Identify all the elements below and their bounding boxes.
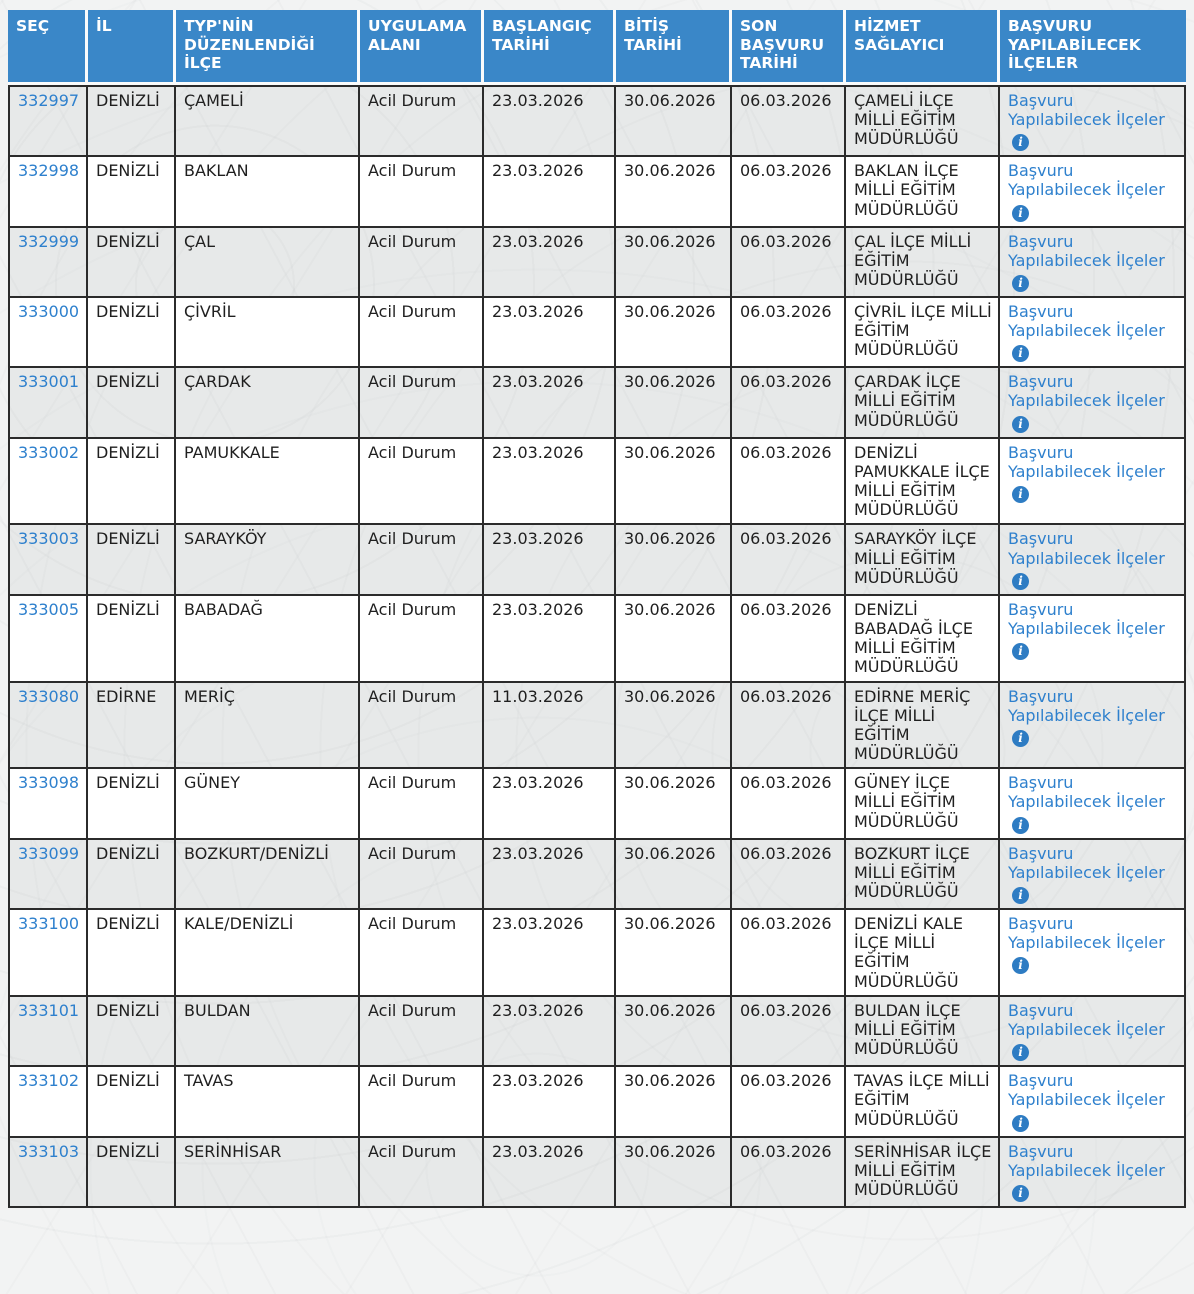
last-application-date-cell: 06.03.2026 [732, 1138, 846, 1208]
table-row [8, 1067, 1186, 1137]
district-cell: SERİNHİSAR [176, 1138, 360, 1208]
applicable-districts-link[interactable] [1008, 773, 1165, 830]
info-icon[interactable]: i [1012, 134, 1029, 151]
info-icon[interactable]: i [1012, 957, 1029, 974]
table-body [8, 85, 1186, 1208]
select-cell [8, 596, 88, 683]
table-header [8, 10, 1186, 85]
start-date-cell: 23.03.2026 [484, 840, 616, 910]
applicable-districts-link-label[interactable]: Başvuru Yapılabilecek İlçeler [1008, 161, 1165, 200]
row-id-link[interactable]: 332999 [18, 231, 80, 251]
table-row [8, 368, 1186, 438]
applicable-districts-link[interactable] [1008, 914, 1165, 971]
table-row [8, 910, 1186, 997]
last-application-date-cell: 06.03.2026 [732, 997, 846, 1067]
applicable-districts-link-label[interactable]: Başvuru Yapılabilecek İlçeler [1008, 686, 1165, 725]
info-icon[interactable]: i [1012, 275, 1029, 292]
district-cell: GÜNEY [176, 769, 360, 839]
table-row [8, 840, 1186, 910]
start-date-cell: 23.03.2026 [484, 1067, 616, 1137]
column-header-baslangic: BAŞLANGIÇ TARİHİ [484, 10, 616, 85]
applicable-districts-cell [1000, 298, 1186, 368]
applicable-districts-cell [1000, 997, 1186, 1067]
province-cell: DENİZLİ [88, 298, 176, 368]
applicable-districts-link[interactable] [1008, 161, 1165, 218]
service-provider-cell: SERİNHİSAR İLÇE MİLLİ EĞİTİM MÜDÜRLÜĞÜ [846, 1138, 1000, 1208]
table-header-row [8, 10, 1186, 85]
select-cell [8, 997, 88, 1067]
end-date-cell: 30.06.2026 [616, 85, 732, 157]
info-icon[interactable]: i [1012, 1115, 1029, 1132]
application-area-cell: Acil Durum [360, 840, 484, 910]
applicable-districts-link[interactable] [1008, 1001, 1165, 1058]
last-application-date-cell: 06.03.2026 [732, 1067, 846, 1137]
district-cell: ÇAMELİ [176, 85, 360, 157]
info-icon[interactable]: i [1012, 205, 1029, 222]
applicable-districts-link[interactable] [1008, 232, 1165, 289]
row-id-link[interactable]: 332997 [18, 90, 80, 110]
start-date-cell: 23.03.2026 [484, 85, 616, 157]
last-application-date-cell: 06.03.2026 [732, 157, 846, 227]
applicable-districts-link[interactable] [1008, 687, 1165, 744]
service-provider-cell: BULDAN İLÇE MİLLİ EĞİTİM MÜDÜRLÜĞÜ [846, 997, 1000, 1067]
start-date-cell: 23.03.2026 [484, 769, 616, 839]
applicable-districts-link-label[interactable]: Başvuru Yapılabilecek İlçeler [1008, 1071, 1165, 1110]
province-cell: DENİZLİ [88, 840, 176, 910]
applicable-districts-link-label[interactable]: Başvuru Yapılabilecek İlçeler [1008, 599, 1165, 638]
applicable-districts-cell [1000, 683, 1186, 770]
applicable-districts-cell [1000, 228, 1186, 298]
row-id-link[interactable]: 333098 [18, 773, 80, 793]
applicable-districts-link-label[interactable]: Başvuru Yapılabilecek İlçeler [1008, 529, 1165, 568]
applicable-districts-link[interactable] [1008, 302, 1165, 359]
row-id-link[interactable]: 333099 [18, 843, 80, 863]
end-date-cell: 30.06.2026 [616, 525, 732, 595]
last-application-date-cell: 06.03.2026 [732, 85, 846, 157]
applicable-districts-link[interactable] [1008, 1142, 1165, 1199]
applicable-districts-cell [1000, 368, 1186, 438]
application-area-cell: Acil Durum [360, 683, 484, 770]
select-cell [8, 228, 88, 298]
district-cell: BAKLAN [176, 157, 360, 227]
start-date-cell: 23.03.2026 [484, 1138, 616, 1208]
table-row [8, 769, 1186, 839]
select-cell [8, 1138, 88, 1208]
applicable-districts-link-label[interactable]: Başvuru Yapılabilecek İlçeler [1008, 372, 1165, 411]
province-cell: DENİZLİ [88, 1138, 176, 1208]
table-row [8, 525, 1186, 595]
row-id-link[interactable]: 333002 [18, 442, 80, 462]
service-provider-cell: SARAYKÖY İLÇE MİLLİ EĞİTİM MÜDÜRLÜĞÜ [846, 525, 1000, 595]
table-row [8, 228, 1186, 298]
application-area-cell: Acil Durum [360, 1138, 484, 1208]
district-cell: TAVAS [176, 1067, 360, 1137]
end-date-cell: 30.06.2026 [616, 157, 732, 227]
end-date-cell: 30.06.2026 [616, 1138, 732, 1208]
service-provider-cell: BAKLAN İLÇE MİLLİ EĞİTİM MÜDÜRLÜĞÜ [846, 157, 1000, 227]
last-application-date-cell: 06.03.2026 [732, 525, 846, 595]
district-cell: ÇİVRİL [176, 298, 360, 368]
applicable-districts-link-label[interactable]: Başvuru Yapılabilecek İlçeler [1008, 1000, 1165, 1039]
applicable-districts-link[interactable] [1008, 443, 1165, 500]
applicable-districts-cell [1000, 1067, 1186, 1137]
column-header-il: İL [88, 10, 176, 85]
info-icon[interactable]: i [1012, 730, 1029, 747]
district-cell: ÇAL [176, 228, 360, 298]
applicable-districts-link-label[interactable]: Başvuru Yapılabilecek İlçeler [1008, 231, 1165, 270]
application-area-cell: Acil Durum [360, 228, 484, 298]
start-date-cell: 23.03.2026 [484, 298, 616, 368]
province-cell: DENİZLİ [88, 910, 176, 997]
end-date-cell: 30.06.2026 [616, 368, 732, 438]
select-cell [8, 525, 88, 595]
select-cell [8, 683, 88, 770]
applicable-districts-cell [1000, 769, 1186, 839]
row-id-link[interactable]: 333101 [18, 1000, 80, 1020]
service-provider-cell: EDİRNE MERİÇ İLÇE MİLLİ EĞİTİM MÜDÜRLÜĞÜ [846, 683, 1000, 770]
start-date-cell: 23.03.2026 [484, 910, 616, 997]
applicable-districts-link[interactable] [1008, 1071, 1165, 1128]
row-id-link[interactable]: 333005 [18, 599, 80, 619]
last-application-date-cell: 06.03.2026 [732, 840, 846, 910]
province-cell: DENİZLİ [88, 596, 176, 683]
select-cell [8, 910, 88, 997]
info-icon[interactable]: i [1012, 1185, 1029, 1202]
service-provider-cell: GÜNEY İLÇE MİLLİ EĞİTİM MÜDÜRLÜĞÜ [846, 769, 1000, 839]
table-row [8, 683, 1186, 770]
end-date-cell: 30.06.2026 [616, 439, 732, 526]
end-date-cell: 30.06.2026 [616, 910, 732, 997]
start-date-cell: 23.03.2026 [484, 368, 616, 438]
application-area-cell: Acil Durum [360, 85, 484, 157]
start-date-cell: 23.03.2026 [484, 439, 616, 526]
application-area-cell: Acil Durum [360, 1067, 484, 1137]
column-header-son: SON BAŞVURU TARİHİ [732, 10, 846, 85]
last-application-date-cell: 06.03.2026 [732, 228, 846, 298]
province-cell: DENİZLİ [88, 85, 176, 157]
row-id-link[interactable]: 333003 [18, 529, 80, 549]
end-date-cell: 30.06.2026 [616, 840, 732, 910]
applicable-districts-cell [1000, 439, 1186, 526]
table-row [8, 596, 1186, 683]
table-row [8, 439, 1186, 526]
info-icon[interactable]: i [1012, 887, 1029, 904]
applicable-districts-link[interactable] [1008, 91, 1165, 148]
applicable-districts-link-label[interactable]: Başvuru Yapılabilecek İlçeler [1008, 90, 1165, 129]
applicable-districts-link[interactable] [1008, 529, 1165, 586]
service-provider-cell: DENİZLİ KALE İLÇE MİLLİ EĞİTİM MÜDÜRLÜĞÜ [846, 910, 1000, 997]
typ-table [8, 10, 1186, 1208]
column-header-sec: SEÇ [8, 10, 88, 85]
applicable-districts-link-label[interactable]: Başvuru Yapılabilecek İlçeler [1008, 914, 1165, 953]
province-cell: DENİZLİ [88, 525, 176, 595]
table-row [8, 298, 1186, 368]
table-row [8, 997, 1186, 1067]
end-date-cell: 30.06.2026 [616, 1067, 732, 1137]
start-date-cell: 23.03.2026 [484, 228, 616, 298]
end-date-cell: 30.06.2026 [616, 596, 732, 683]
column-header-basvuru: BAŞVURU YAPILABİLECEK İLÇELER [1000, 10, 1186, 85]
applicable-districts-link-label[interactable]: Başvuru Yapılabilecek İlçeler [1008, 843, 1165, 882]
last-application-date-cell: 06.03.2026 [732, 439, 846, 526]
application-area-cell: Acil Durum [360, 368, 484, 438]
table-row [8, 85, 1186, 157]
service-provider-cell: DENİZLİ BABADAĞ İLÇE MİLLİ EĞİTİM MÜDÜRLÜĞÜ [846, 596, 1000, 683]
select-cell [8, 840, 88, 910]
application-area-cell: Acil Durum [360, 910, 484, 997]
select-cell [8, 85, 88, 157]
column-header-bitis: BİTİŞ TARİHİ [616, 10, 732, 85]
start-date-cell: 23.03.2026 [484, 157, 616, 227]
district-cell: KALE/DENİZLİ [176, 910, 360, 997]
application-area-cell: Acil Durum [360, 439, 484, 526]
info-icon[interactable]: i [1012, 817, 1029, 834]
applicable-districts-link[interactable] [1008, 600, 1165, 657]
last-application-date-cell: 06.03.2026 [732, 769, 846, 839]
province-cell: EDİRNE [88, 683, 176, 770]
start-date-cell: 23.03.2026 [484, 997, 616, 1067]
service-provider-cell: ÇAMELİ İLÇE MİLLİ EĞİTİM MÜDÜRLÜĞÜ [846, 85, 1000, 157]
row-id-link[interactable]: 332998 [18, 161, 80, 181]
application-area-cell: Acil Durum [360, 525, 484, 595]
province-cell: DENİZLİ [88, 228, 176, 298]
province-cell: DENİZLİ [88, 439, 176, 526]
column-header-ilce: TYP'NİN DÜZENLENDİĞİ İLÇE [176, 10, 360, 85]
applicable-districts-cell [1000, 596, 1186, 683]
applicable-districts-cell [1000, 1138, 1186, 1208]
province-cell: DENİZLİ [88, 1067, 176, 1137]
typ-list-page [0, 10, 1194, 1208]
district-cell: BULDAN [176, 997, 360, 1067]
application-area-cell: Acil Durum [360, 157, 484, 227]
service-provider-cell: ÇARDAK İLÇE MİLLİ EĞİTİM MÜDÜRLÜĞÜ [846, 368, 1000, 438]
end-date-cell: 30.06.2026 [616, 298, 732, 368]
district-cell: SARAYKÖY [176, 525, 360, 595]
select-cell [8, 298, 88, 368]
application-area-cell: Acil Durum [360, 997, 484, 1067]
row-id-link[interactable]: 333103 [18, 1141, 80, 1161]
service-provider-cell: ÇİVRİL İLÇE MİLLİ EĞİTİM MÜDÜRLÜĞÜ [846, 298, 1000, 368]
last-application-date-cell: 06.03.2026 [732, 596, 846, 683]
application-area-cell: Acil Durum [360, 596, 484, 683]
row-id-link[interactable]: 333100 [18, 914, 80, 934]
table-row [8, 157, 1186, 227]
applicable-districts-link[interactable] [1008, 372, 1165, 429]
service-provider-cell: ÇAL İLÇE MİLLİ EĞİTİM MÜDÜRLÜĞÜ [846, 228, 1000, 298]
applicable-districts-cell [1000, 840, 1186, 910]
table-row [8, 1138, 1186, 1208]
info-icon[interactable]: i [1012, 1044, 1029, 1061]
end-date-cell: 30.06.2026 [616, 228, 732, 298]
row-id-link[interactable]: 333001 [18, 372, 80, 392]
province-cell: DENİZLİ [88, 157, 176, 227]
applicable-districts-link-label[interactable]: Başvuru Yapılabilecek İlçeler [1008, 1141, 1165, 1180]
applicable-districts-cell [1000, 910, 1186, 997]
service-provider-cell: TAVAS İLÇE MİLLİ EĞİTİM MÜDÜRLÜĞÜ [846, 1067, 1000, 1137]
application-area-cell: Acil Durum [360, 298, 484, 368]
applicable-districts-cell [1000, 157, 1186, 227]
applicable-districts-cell [1000, 525, 1186, 595]
row-id-link[interactable]: 333000 [18, 301, 80, 321]
start-date-cell: 11.03.2026 [484, 683, 616, 770]
info-icon[interactable]: i [1012, 573, 1029, 590]
info-icon[interactable]: i [1012, 486, 1029, 503]
applicable-districts-link-label[interactable]: Başvuru Yapılabilecek İlçeler [1008, 773, 1165, 812]
row-id-link[interactable]: 333102 [18, 1071, 80, 1091]
row-id-link[interactable]: 333080 [18, 686, 80, 706]
district-cell: PAMUKKALE [176, 439, 360, 526]
province-cell: DENİZLİ [88, 368, 176, 438]
applicable-districts-link-label[interactable]: Başvuru Yapılabilecek İlçeler [1008, 442, 1165, 481]
last-application-date-cell: 06.03.2026 [732, 298, 846, 368]
end-date-cell: 30.06.2026 [616, 997, 732, 1067]
info-icon[interactable]: i [1012, 345, 1029, 362]
service-provider-cell: DENİZLİ PAMUKKALE İLÇE MİLLİ EĞİTİM MÜDÜRLÜĞÜ [846, 439, 1000, 526]
applicable-districts-link[interactable] [1008, 844, 1165, 901]
province-cell: DENİZLİ [88, 769, 176, 839]
select-cell [8, 368, 88, 438]
end-date-cell: 30.06.2026 [616, 769, 732, 839]
info-icon[interactable]: i [1012, 643, 1029, 660]
select-cell [8, 157, 88, 227]
info-icon[interactable]: i [1012, 416, 1029, 433]
district-cell: ÇARDAK [176, 368, 360, 438]
column-header-alan: UYGULAMA ALANI [360, 10, 484, 85]
province-cell: DENİZLİ [88, 997, 176, 1067]
last-application-date-cell: 06.03.2026 [732, 683, 846, 770]
application-area-cell: Acil Durum [360, 769, 484, 839]
select-cell [8, 439, 88, 526]
start-date-cell: 23.03.2026 [484, 596, 616, 683]
district-cell: MERİÇ [176, 683, 360, 770]
select-cell [8, 1067, 88, 1137]
last-application-date-cell: 06.03.2026 [732, 910, 846, 997]
end-date-cell: 30.06.2026 [616, 683, 732, 770]
applicable-districts-link-label[interactable]: Başvuru Yapılabilecek İlçeler [1008, 301, 1165, 341]
select-cell [8, 769, 88, 839]
district-cell: BOZKURT/DENİZLİ [176, 840, 360, 910]
last-application-date-cell: 06.03.2026 [732, 368, 846, 438]
start-date-cell: 23.03.2026 [484, 525, 616, 595]
service-provider-cell: BOZKURT İLÇE MİLLİ EĞİTİM MÜDÜRLÜĞÜ [846, 840, 1000, 910]
column-header-saglayici: HİZMET SAĞLAYICI [846, 10, 1000, 85]
applicable-districts-cell [1000, 85, 1186, 157]
district-cell: BABADAĞ [176, 596, 360, 683]
